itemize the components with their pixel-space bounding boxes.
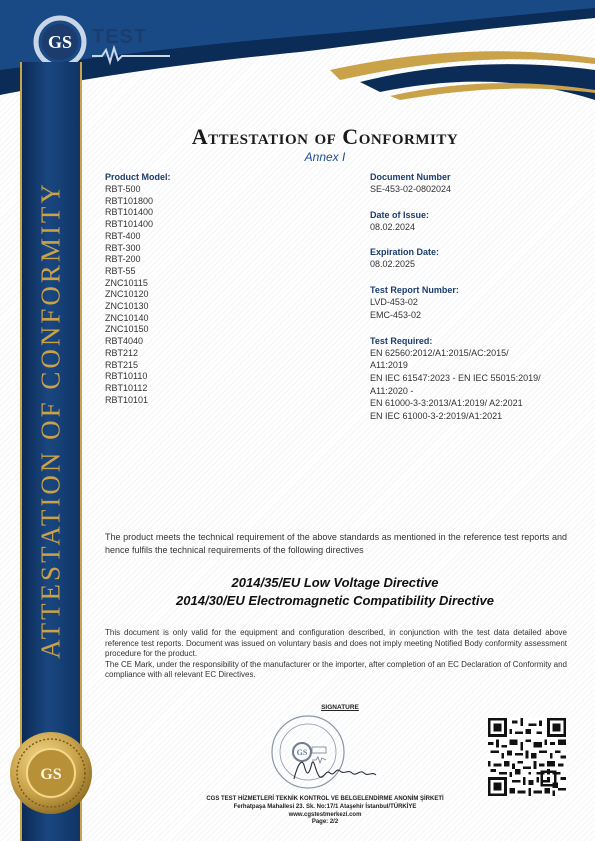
conformity-statement: The product meets the technical requirement of the above standards as mentioned in the reference test reports and hence fulfils the technical requirements of the following directives <box>105 532 567 555</box>
product-model-item: RBT101400 <box>105 219 154 230</box>
svg-text:GS: GS <box>40 766 62 783</box>
test-required-value: EN 61000-3-3:2013/A1:2019/ A2:2021 <box>370 398 523 409</box>
product-model-item: ZNC10140 <box>105 312 149 323</box>
product-model-item: RBT215 <box>105 359 139 370</box>
legal-notes <box>105 628 567 681</box>
test-required-value: A11:2019 <box>370 360 408 371</box>
product-model-item: ZNC10115 <box>105 277 148 288</box>
test-required-block <box>370 336 570 423</box>
svg-text:GS: GS <box>47 32 73 52</box>
logo-brand-text: TEST <box>92 26 148 48</box>
footer-address: Ferhatpaşa Mahallesi 23. Sk. No:17/1 Ataşehir İstanbul/TÜRKİYE <box>233 803 417 810</box>
document-number-value: SE-453-02-0802024 <box>370 184 452 194</box>
test-required-value: EN 62560:2012/A1:2015/AC:2015/ <box>370 347 509 358</box>
product-model-item: RBT-400 <box>105 230 141 241</box>
qr-code-icon <box>488 718 566 796</box>
product-model-item: RBT-200 <box>105 254 141 265</box>
product-model-list <box>105 172 305 406</box>
product-model-item: RBT4040 <box>105 336 144 347</box>
footer-website-link[interactable]: www.cgstestmerkezi.com <box>288 811 362 818</box>
date-of-issue-value: 08.02.2024 <box>370 221 416 232</box>
directive-item: 2014/35/EU Low Voltage Directive <box>231 575 439 590</box>
document-details <box>370 172 570 437</box>
date-of-issue-label: Date of Issue: <box>370 209 430 220</box>
product-model-item: RBT-500 <box>105 184 141 194</box>
test-report-value: LVD-453-02 <box>370 297 418 308</box>
document-number-label: Document Number <box>370 172 451 182</box>
directive-item: 2014/30/EU Electromagnetic Compatibility Directive <box>176 593 494 608</box>
test-report-label: Test Report Number: <box>370 285 459 296</box>
product-model-item: RBT10101 <box>105 394 149 405</box>
expiration-date-value: 08.02.2025 <box>370 259 416 270</box>
product-model-item: ZNC10130 <box>105 301 149 312</box>
directives-list <box>100 574 570 610</box>
document-number-block <box>370 172 570 196</box>
legal-note: The CE Mark, under the responsibility of the manufacturer or the importer, after completion of an EC Declaration of Conformity and compliance with all relevant EC Directives. <box>105 659 567 679</box>
signature-label: SIGNATURE <box>321 704 359 711</box>
signature-icon <box>290 755 380 785</box>
date-of-issue-block <box>370 210 570 234</box>
svg-text:GS: GS <box>296 748 308 757</box>
product-model-item: ZNC10150 <box>105 324 149 335</box>
footer-company: CGS TEST HİZMETLERİ TEKNİK KONTROL VE BELGELENDİRME ANONİM ŞİRKETİ <box>206 796 444 802</box>
product-model-item: RBT212 <box>105 347 139 358</box>
test-required-value: A11:2020 - <box>370 385 414 396</box>
product-model-item: RBT10112 <box>105 382 148 393</box>
product-model-item: ZNC10120 <box>105 289 149 300</box>
expiration-date-block <box>370 247 570 271</box>
product-model-item: RBT101400 <box>105 207 154 218</box>
test-report-block <box>370 285 570 321</box>
test-report-value: EMC-453-02 <box>370 309 422 320</box>
gold-seal-icon <box>8 730 94 816</box>
legal-note: This document is only valid for the equipment and configuration described, in conjunction with the test data detailed above reference test reports. Document was issued on voluntary basis and does not imply meeting Notified Body conformity assessment procedure for the product. <box>105 628 567 658</box>
expiration-date-label: Expiration Date: <box>370 247 440 258</box>
test-required-label: Test Required: <box>370 335 433 346</box>
test-required-value: EN IEC 61547:2023 - EN IEC 55015:2019/ <box>370 372 541 383</box>
product-model-item: RBT10110 <box>105 371 148 382</box>
page-title: Attestation of Conformity <box>191 124 459 149</box>
page-subtitle: Annex I <box>304 150 346 164</box>
product-model-label: Product Model: <box>105 172 171 182</box>
product-model-item: RBT101800 <box>105 195 154 206</box>
side-band-text: ATTESTATION OF CONFORMITY <box>35 181 66 659</box>
test-required-value: EN IEC 61000-3-2:2019/A1:2021 <box>370 411 503 422</box>
product-model-item: RBT-55 <box>105 265 136 276</box>
footer-page-number: Page: 2/2 <box>311 819 339 826</box>
footer <box>150 796 500 827</box>
product-model-item: RBT-300 <box>105 242 141 253</box>
